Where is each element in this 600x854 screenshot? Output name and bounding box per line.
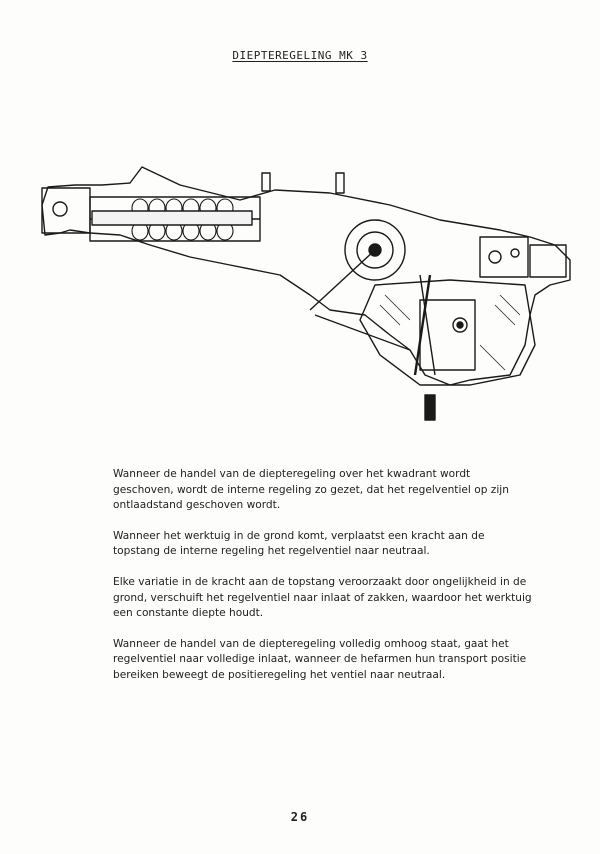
- body-text: [113, 467, 533, 699]
- linkage-arm-2: [315, 315, 410, 350]
- hydraulic-valve-diagram: [30, 145, 585, 435]
- page-number: 26: [290, 810, 310, 824]
- paragraph-2: Wanneer het werktuig in de grond komt, verplaatst een kracht aan de topstang de interne regeling het regelventiel naar neutraal.: [113, 529, 485, 558]
- top-stud-left: [262, 173, 270, 191]
- linkage-arm-1: [310, 250, 375, 310]
- left-pin: [53, 202, 67, 216]
- paragraph-4: Wanneer de handel van de diepteregeling volledig omhoog staat, gaat het regelventiel naar volledige inlaat, wanneer de hefarmen hun transport positie bereiken beweegt de positieregeling het ventiel naar neutraal.: [113, 637, 527, 681]
- page-title-text: DIEPTEREGELING MK 3: [232, 49, 368, 62]
- housing-outline: [42, 167, 570, 385]
- paragraph-1: Wanneer de handel van de diepteregeling over het kwadrant wordt geschoven, wordt de interne regeling zo gezet, dat het regelventiel op zijn ontlaadstand geschoven wordt.: [113, 468, 509, 512]
- lower-lever: [425, 395, 435, 420]
- left-end-cap: [42, 188, 90, 233]
- top-stud-right: [336, 173, 344, 193]
- page-title: [0, 49, 600, 62]
- right-block: [480, 237, 528, 277]
- plunger: [92, 211, 252, 225]
- paragraph-3: Elke variatie in de kracht aan de topstang veroorzaakt door ongelijkheid in de grond, verschuift het regelventiel naar inlaat of zakken, waardoor het werktuig een constante diepte houdt.: [113, 575, 532, 620]
